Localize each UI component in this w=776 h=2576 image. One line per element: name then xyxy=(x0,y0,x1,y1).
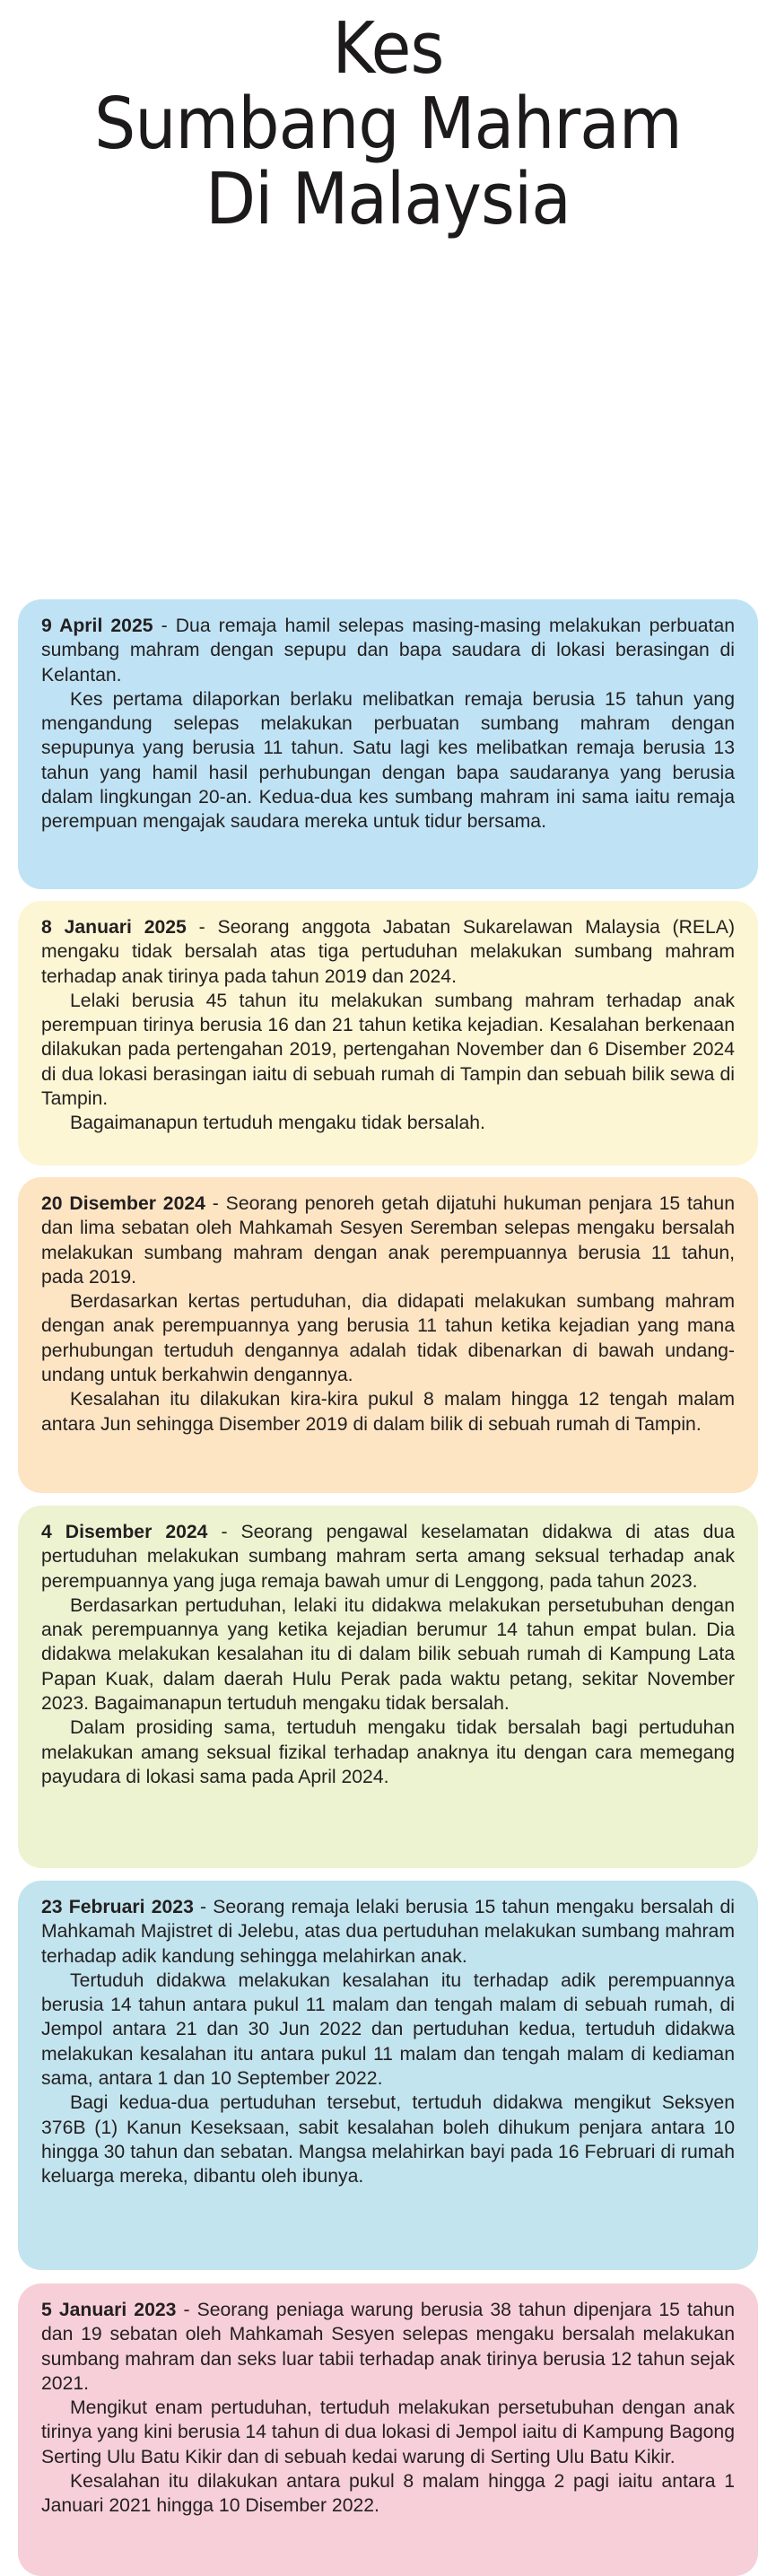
case-lead-text: - Seorang penoreh getah dijatuhi hukuman penjara 15 tahun dan lima sebatan oleh Mahkamah Sesyen Seremban selepas mengaku bersalah melakukan sumbang mahram dengan anak perempuannya berusia 11 tahun, pada 2019. xyxy=(41,1193,735,1288)
title-line-3: Di Malaysia xyxy=(205,158,571,240)
case-paragraph: Bagi kedua-dua pertuduhan tersebut, tertuduh didakwa mengikut Seksyen 376B (1) Kanun Keseksaan, sabit kesalahan boleh dihukum penjara antara 10 hingga 30 tahun dan sebatan. Mangsa melahirkan bayi pada 16 Februari di rumah keluarga mereka, dibantu oleh ibunya. xyxy=(41,2092,735,2187)
case-lead-text: - Seorang anggota Jabatan Sukarelawan Malaysia (RELA) mengaku tidak bersalah atas tiga pertuduhan melakukan sumbang mahram terhadap anak tirinya pada tahun 2019 dan 2024. xyxy=(41,917,735,987)
case-paragraph: Berdasarkan pertuduhan, lelaki itu didakwa melakukan persetubuhan dengan anak perempuannya yang ketika kejadian berumur 14 tahun empat bulan. Dia didakwa melakukan kesalahan itu di dalam bilik sebuah rumah di Kampung Lata Papan Kuak, dalam daerah Hulu Perak pada waktu petang, sekitar November 2023. Bagaimanapun tertuduh mengaku tidak bersalah. xyxy=(41,1594,735,1715)
page-title xyxy=(31,7,745,296)
case-card-23-februari-2023 xyxy=(18,1881,758,2270)
case-card-8-januari-2025 xyxy=(18,901,758,1166)
case-paragraph: Lelaki berusia 45 tahun itu melakukan sumbang mahram terhadap anak perempuan tirinya berusia 16 dan 21 tahun ketika kejadian. Kesalahan berkenaan dilakukan pada pertengahan 2019, pertengahan November dan 6 Disember 2024 di dua lokasi berasingan iaitu di sebuah rumah di Tampin dan sebuah bilik sewa di Tampin. xyxy=(41,990,735,1110)
case-lead-text: - Dua remaja hamil selepas masing-masing melakukan perbuatan sumbang mahram dengan sepupu dan bapa saudara di lokasi berasingan di Kelantan. xyxy=(41,616,736,685)
title-line-1: Kes xyxy=(332,7,444,90)
case-date: 9 April 2025 xyxy=(41,616,153,636)
case-date: 5 Januari 2023 xyxy=(41,2300,177,2320)
case-paragraph: Kes pertama dilaporkan berlaku melibatkan remaja berusia 15 tahun yang mengandung selepas melakukan perbuatan sumbang mahram dengan sepupunya yang berusia 11 tahun. Satu lagi kes melibatkan remaja berusia 13 tahun yang hamil hasil perhubungan dengan bapa saudaranya yang berusia dalam lingkungan 20-an. Kedua-dua kes sumbang mahram ini sama iaitu remaja perempuan mengajak saudara mereka untuk tidur bersama. xyxy=(41,688,735,833)
case-paragraph: Bagaimanapun tertuduh mengaku tidak bersalah. xyxy=(70,1113,485,1134)
case-paragraph: Kesalahan itu dilakukan antara pukul 8 malam hingga 2 pagi iaitu antara 1 Januari 2021 hingga 10 Disember 2022. xyxy=(41,2471,735,2517)
case-date: 4 Disember 2024 xyxy=(41,1522,208,1542)
case-card-20-disember-2024 xyxy=(18,1177,758,1493)
case-paragraph xyxy=(41,1520,735,1594)
title-line-2: Sumbang Mahram xyxy=(94,83,682,165)
case-date: 23 Februari 2023 xyxy=(41,1897,194,1917)
case-paragraph: Kesalahan itu dilakukan kira-kira pukul 8 malam hingga 12 tengah malam antara Jun sehingga Disember 2019 di dalam bilik di sebuah rumah di Tampin. xyxy=(41,1389,735,1435)
case-paragraph xyxy=(41,2298,735,2396)
case-paragraph: Tertuduh didakwa melakukan kesalahan itu terhadap adik perempuannya berusia 14 tahun antara pukul 11 malam dan tengah malam di sebuah rumah, di Jempol antara 21 dan 30 Jun 2022 dan pertuduhan kedua, tertuduh didakwa melakukan kesalahan itu antara pukul 11 malam dan tengah malam di kediaman sama, antara 1 dan 10 September 2022. xyxy=(41,1969,735,2090)
case-lead-text: - Seorang pengawal keselamatan didakwa di atas dua pertuduhan melakukan sumbang mahram serta amang seksual terhadap anak perempuannya yang juga remaja bawah umur di Lenggong, pada tahun 2023. xyxy=(41,1522,735,1592)
case-date: 20 Disember 2024 xyxy=(41,1193,205,1214)
case-paragraph xyxy=(41,614,735,687)
case-paragraph xyxy=(41,1895,735,1969)
case-paragraph xyxy=(41,915,735,989)
case-date: 8 Januari 2025 xyxy=(41,917,187,938)
case-paragraph: Berdasarkan kertas pertuduhan, dia didapati melakukan sumbang mahram dengan anak perempuannya yang berusia 11 tahun ketika kejadian yang mana perhubungan tertuduh dengannya adalah tidak dibenarkan di bawah undang-undang untuk berkahwin dengannya. xyxy=(41,1291,735,1386)
case-card-9-april-2025 xyxy=(18,599,758,889)
case-paragraph: Mengikut enam pertuduhan, tertuduh melakukan persetubuhan dengan anak tirinya yang kini berusia 14 tahun di dua lokasi di Jempol iaitu di Kampung Bagong Serting Ulu Batu Kikir dan di sebuah kedai warung di Serting Ulu Batu Kikir. xyxy=(41,2397,735,2467)
case-paragraph: Dalam prosiding sama, tertuduh mengaku tidak bersalah bagi pertuduhan melakukan amang seksual fizikal terhadap anaknya itu dengan cara memegang payudara di lokasi sama pada April 2024. xyxy=(41,1717,735,1787)
case-lead-text: - Seorang peniaga warung berusia 38 tahun dipenjara 15 tahun dan 19 sebatan oleh Mahkamah Sesyen selepas mengaku bersalah melakukan sumbang mahram dan seks luar tabii terhadap anak tirinya berusia 12 tahun sejak 2021. xyxy=(41,2300,735,2394)
case-paragraph xyxy=(41,1192,735,1289)
case-card-5-januari-2023 xyxy=(18,2283,758,2576)
case-card-4-disember-2024 xyxy=(18,1506,758,1868)
case-lead-text: - Seorang remaja lelaki berusia 15 tahun mengaku bersalah di Mahkamah Majistret di Jelebu, atas dua pertuduhan melakukan sumbang mahram terhadap adik kandung sehingga melahirkan anak. xyxy=(41,1897,735,1967)
